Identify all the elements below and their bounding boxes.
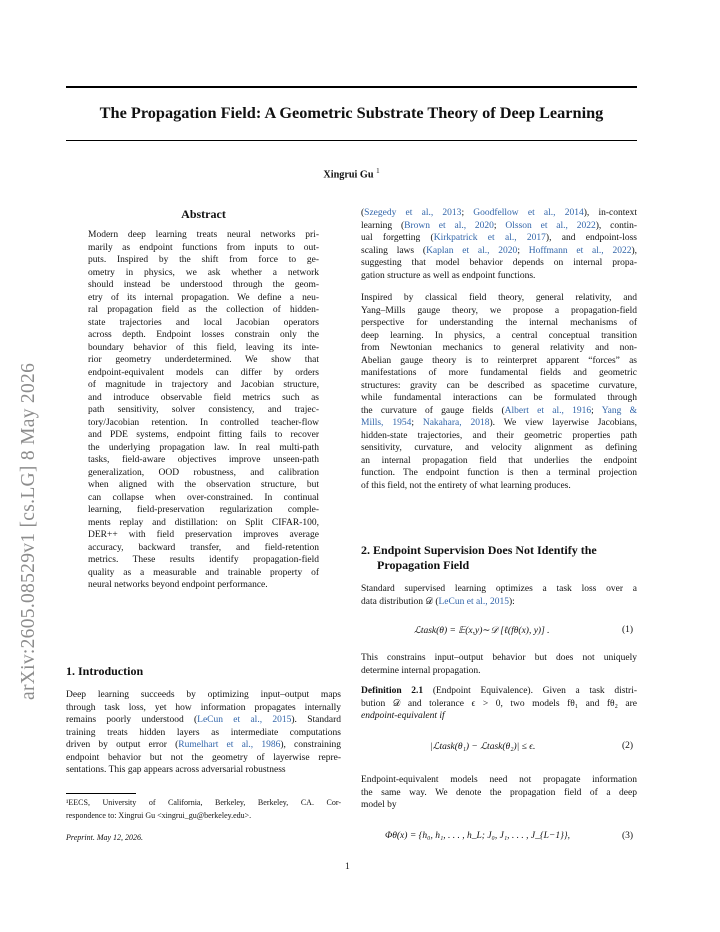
text-line bbox=[361, 232, 637, 245]
right-paragraph-2 bbox=[361, 292, 637, 492]
text-line: can collapse when over-constrained. In continual bbox=[88, 492, 319, 503]
text-segment: ). We view layerwise Jacobians, bbox=[489, 418, 638, 428]
text-line bbox=[66, 702, 341, 715]
text-segment: the curvature of gauge fields ( bbox=[361, 405, 505, 416]
footnote bbox=[66, 797, 341, 822]
text-line bbox=[66, 752, 341, 765]
author-name: Xingrui Gu bbox=[323, 169, 374, 181]
paper-title: The Propagation Field: A Geometric Substrate Theory of Deep Learning bbox=[99, 103, 604, 122]
citation-link[interactable]: Nakahara, 2018 bbox=[422, 418, 490, 428]
text-segment: an internal propagation field that underlies the endpoint bbox=[361, 455, 637, 466]
text-line bbox=[361, 405, 637, 418]
text-line: state trajectories and local Jacobian operators bbox=[88, 317, 319, 328]
text-line bbox=[361, 245, 637, 258]
text-line bbox=[66, 727, 341, 740]
text-line: and PDE systems, endpoint fitting fails to recover bbox=[88, 430, 319, 440]
equation-2-number: (2) bbox=[622, 741, 634, 751]
text-line: endpoint-equivalent models can differ by orders bbox=[88, 367, 319, 378]
citation-link[interactable]: Mills, 1954 bbox=[361, 418, 412, 428]
text-segment: manifestations of more fundamental fields and geometric bbox=[361, 368, 637, 378]
text-segment: while fundamental interactions can be formulated through bbox=[361, 393, 637, 403]
text-line: should instead be understood through the geom- bbox=[88, 280, 319, 290]
abstract-body bbox=[88, 229, 319, 592]
text-segment: driven by output error ( bbox=[66, 740, 179, 750]
author-affiliation-mark: 1 bbox=[376, 167, 380, 175]
intro-body bbox=[66, 689, 341, 777]
text-segment: deep learning. In physics, a central conceptual transition bbox=[361, 330, 637, 341]
text-segment: Standard supervised learning optimizes a task loss over a bbox=[361, 584, 637, 594]
text-segment: ), bbox=[631, 245, 637, 256]
text-line bbox=[361, 207, 637, 220]
text-line: DER++ with field preservation improves average bbox=[88, 530, 319, 540]
text-line: This constrains input–output behavior but does not uniquely bbox=[361, 653, 637, 663]
text-line bbox=[361, 583, 637, 596]
definition-block: Definition 2.1 (Endpoint Equivalence). Given a task distri- bution 𝒟 and tolerance ϵ > 0, two models fθ₁ and fθ₂ are endpoint-equivalent if bbox=[361, 686, 638, 721]
text-line: ral propagation field as the collection of hidden- bbox=[88, 305, 319, 315]
preprint-note: Preprint. May 12, 2026. bbox=[66, 833, 144, 842]
text-line: neural networks beyond endpoint performance. bbox=[88, 580, 268, 590]
text-line bbox=[66, 714, 341, 727]
text-line bbox=[66, 689, 341, 702]
author-line bbox=[66, 167, 637, 180]
equation-2: |ℒtask(θ₁) − ℒtask(θ₂)| ≤ ϵ. bbox=[430, 742, 536, 752]
text-segment: ; bbox=[493, 220, 506, 231]
text-line: boundary behavior of this field, leaving its inte- bbox=[88, 342, 319, 353]
text-segment: ; bbox=[411, 418, 423, 428]
text-line: generalization, OOD robustness, and calibration bbox=[88, 467, 319, 478]
text-line: Endpoint-equivalent models need not propagate information bbox=[361, 775, 637, 785]
text-segment: gation structure as well as endpoint functions. bbox=[361, 270, 536, 281]
text-line: path sensitivity, solver consistency, and trajec- bbox=[88, 405, 319, 415]
section2-heading: 2. Endpoint Supervision Does Not Identify the bbox=[361, 543, 597, 557]
text-line: tasks, field-aware objectives improve unseen-path bbox=[88, 455, 319, 465]
text-line bbox=[361, 367, 637, 380]
text-segment: structures: gravity can be described as spacetime curvature, bbox=[361, 380, 637, 391]
text-line: respondence to: Xingrui Gu <xingrui_gu@berkeley.edu>. bbox=[66, 810, 252, 820]
text-line: quality as a measurable and trainable property of bbox=[88, 567, 319, 578]
text-line bbox=[361, 596, 637, 609]
text-segment: ; bbox=[591, 405, 602, 416]
text-segment: ). Standard bbox=[291, 715, 341, 725]
right-paragraph-1 bbox=[361, 207, 637, 282]
text-segment: ( bbox=[361, 208, 365, 218]
text-segment: learning ( bbox=[361, 220, 405, 231]
text-segment: scaling laws ( bbox=[361, 245, 427, 256]
text-line: and introduce observable field metrics such as bbox=[88, 392, 319, 403]
text-line: accuracy, backward transfer, and field-retention bbox=[88, 542, 319, 553]
equation-1-number: (1) bbox=[622, 625, 634, 635]
text-line bbox=[361, 392, 637, 405]
text-line: learning, field-preservation regularization comple- bbox=[88, 505, 319, 515]
arxiv-stamp: arXiv:2605.08529v1 [cs.LG] 8 May 2026 bbox=[18, 362, 39, 700]
footnote-rule bbox=[66, 793, 136, 794]
citation-link[interactable]: Kirkpatrick et al., 2017 bbox=[433, 233, 546, 243]
section2-paragraph-3 bbox=[361, 774, 637, 812]
citation-link[interactable]: Szegedy et al., 2013 bbox=[364, 208, 462, 218]
title-rule-top bbox=[66, 86, 637, 88]
text-line bbox=[361, 317, 637, 330]
text-segment: ual forgetting ( bbox=[361, 233, 434, 243]
text-line bbox=[361, 270, 637, 283]
equation-3: Φθ(x) = {h₀, h₁, . . . , h_L; J₀, J₁, . . . , J_{L−1}}, bbox=[385, 831, 571, 841]
text-segment: ), contin- bbox=[595, 220, 638, 231]
title-rule-bottom bbox=[66, 140, 637, 141]
text-line: of magnitude in trajectory and Jacobian structure, bbox=[88, 380, 319, 390]
citation-link[interactable]: Goodfellow et al., 2014 bbox=[473, 208, 584, 218]
citation-link[interactable]: Brown et al., 2020 bbox=[404, 220, 494, 231]
text-segment: Yang–Mills gauge theory, we propose a propagation-field bbox=[361, 305, 637, 316]
text-line bbox=[361, 305, 637, 318]
text-segment: remains poorly understood ( bbox=[66, 715, 198, 725]
text-line: model by bbox=[361, 800, 397, 810]
text-segment: ), constraining bbox=[280, 740, 341, 750]
text-line bbox=[361, 220, 637, 233]
text-line bbox=[361, 342, 637, 355]
text-line bbox=[361, 257, 637, 270]
equation-3-number: (3) bbox=[622, 831, 634, 841]
text-line bbox=[361, 380, 637, 393]
text-segment: ; bbox=[517, 245, 529, 256]
text-line: metrics. These results identify propagation-field bbox=[88, 555, 319, 565]
citation-link[interactable]: LeCun et al., 2015 bbox=[197, 715, 292, 725]
text-segment: ), in-context bbox=[583, 208, 637, 218]
text-line: ¹EECS, University of California, Berkeley, Berkeley, CA. Cor- bbox=[66, 798, 341, 807]
page-number: 1 bbox=[345, 862, 350, 872]
text-segment: function. The endpoint function is then a terminal projection bbox=[361, 468, 637, 478]
text-line: tory/Jacobian retention. In controlled teacher-flow bbox=[88, 417, 319, 428]
citation-link[interactable]: Kaplan et al., 2020 bbox=[426, 245, 518, 256]
text-segment: suggesting that model behavior depends on internal propa- bbox=[361, 258, 637, 268]
text-segment: ), and endpoint-loss bbox=[545, 233, 637, 243]
text-line bbox=[361, 480, 637, 493]
intro-heading: 1. Introduction bbox=[66, 664, 144, 678]
text-segment: ; bbox=[461, 208, 474, 218]
text-line bbox=[361, 467, 637, 480]
text-line: marily as endpoint functions from inputs to out- bbox=[88, 242, 319, 253]
text-line: the same way. We denote the propagation field of a deep bbox=[361, 787, 637, 798]
citation-link[interactable]: Rumelhart et al., 1986 bbox=[178, 740, 281, 750]
text-segment: through task loss, yet how information propagates internally bbox=[66, 702, 341, 713]
text-line bbox=[66, 764, 341, 777]
text-line bbox=[361, 430, 637, 443]
section2-paragraph-1 bbox=[361, 583, 637, 608]
abstract-heading: Abstract bbox=[181, 207, 226, 221]
citation-link[interactable]: Olsson et al., 2022 bbox=[505, 220, 596, 231]
citation-link[interactable]: LeCun et al., 2015 bbox=[438, 596, 509, 607]
text-line: across depth. Endpoint losses constrain only the bbox=[88, 330, 319, 340]
text-segment: training treats hidden layers as intermediate computations bbox=[66, 727, 341, 738]
text-segment: hidden-state trajectories, and their geometric properties path bbox=[361, 430, 637, 441]
text-line bbox=[361, 455, 637, 468]
text-line: when aligned with the observation structure, but bbox=[88, 480, 319, 490]
text-line: Modern deep learning treats neural networks pri- bbox=[88, 230, 319, 240]
text-line: determine internal propagation. bbox=[361, 665, 481, 676]
equation-1: ℒtask(θ) = 𝔼(x,y)∼𝒟 [ℓ(fθ(x), y)] . bbox=[414, 626, 550, 636]
text-segment: from Newtonian mechanics to general relativity and non- bbox=[361, 343, 637, 353]
text-segment: endpoint behavior but not the geometry of layerwise repre- bbox=[66, 752, 341, 763]
section2-paragraph-2 bbox=[361, 652, 637, 677]
text-line bbox=[361, 355, 637, 368]
citation-link[interactable]: Hoffmann et al., 2022 bbox=[528, 245, 632, 256]
text-line bbox=[361, 330, 637, 343]
text-segment: perspective for understanding the internal mechanisms of bbox=[361, 318, 637, 328]
text-segment: sentations. This gap appears across adversarial robustness bbox=[66, 765, 286, 775]
text-line bbox=[361, 292, 637, 305]
text-line: the underlying propagation law. In real multi-path bbox=[88, 442, 319, 453]
text-line bbox=[361, 417, 637, 430]
text-segment: data distribution 𝒟 ( bbox=[361, 596, 439, 607]
text-line: ometry in physics, we ask whether a network bbox=[88, 267, 319, 278]
text-line: puts. Inspired by the shift from force to ge- bbox=[88, 255, 319, 265]
text-line: etry of its internal propagation. We define a neu- bbox=[88, 292, 319, 303]
citation-link[interactable]: Yang & bbox=[601, 405, 638, 416]
citation-link[interactable]: Albert et al., 1916 bbox=[504, 405, 592, 416]
text-line: ments replay and distillation: on Split CIFAR-100, bbox=[88, 517, 319, 528]
text-line bbox=[361, 442, 637, 455]
text-segment: sensitivity, curvature, and velocity alignment as defining bbox=[361, 443, 637, 453]
text-segment: Inspired by classical field theory, general relativity, and bbox=[361, 293, 637, 303]
section2-heading-cont: Propagation Field bbox=[377, 558, 470, 572]
text-line bbox=[66, 739, 341, 752]
text-segment: Deep learning succeeds by optimizing input–output maps bbox=[66, 690, 341, 700]
text-segment: ): bbox=[508, 596, 515, 607]
text-segment: Abelian gauge theory is to reinterpret apparent “forces” as bbox=[361, 355, 637, 366]
text-segment: of this field, not the entirety of what learning produces. bbox=[361, 480, 571, 491]
text-line: rior geometry underdetermined. We show that bbox=[88, 355, 319, 365]
